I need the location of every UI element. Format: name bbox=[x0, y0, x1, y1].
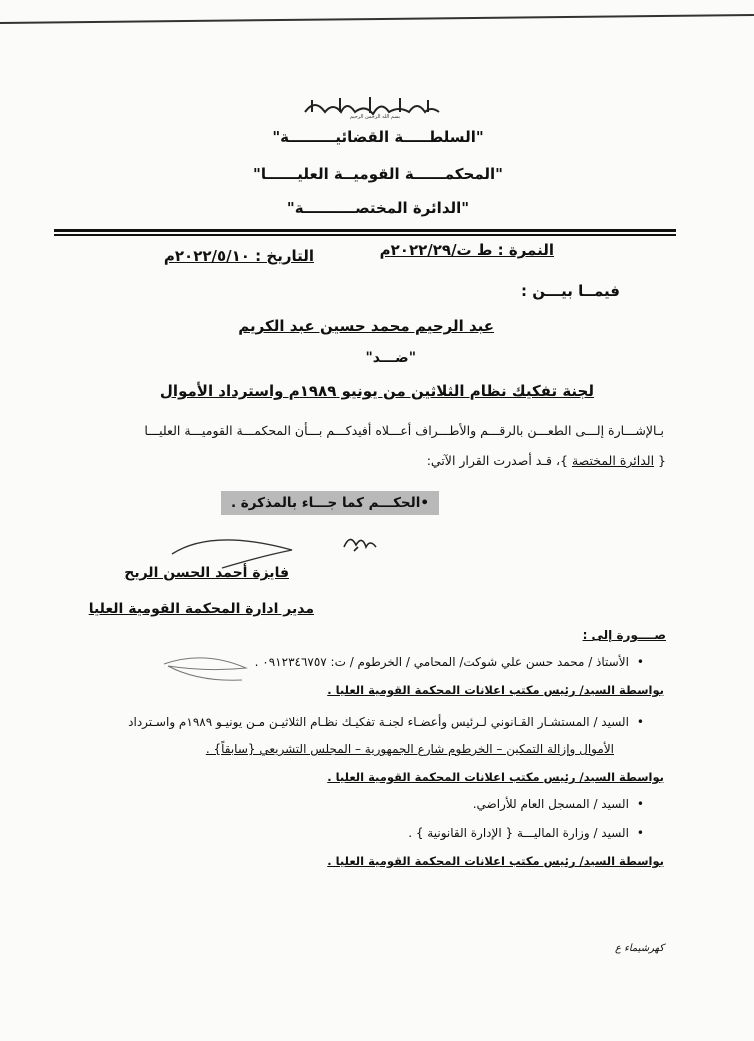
copies-heading: صــــورة إلى : bbox=[582, 628, 666, 642]
party-2: لجنة تفكيك نظام الثلاثين من يونيو ١٩٨٩م واسترداد الأموال bbox=[159, 382, 594, 400]
between-label: فيمــا بيـــن : bbox=[521, 282, 620, 300]
copy-item-1: • الأستاذ / محمد حسن علي شوكت/ المحامي / الخرطوم / ت: ٠٩١٢٣٤٦٧٥٧ . bbox=[255, 655, 644, 669]
via-line-2: بواسطة السيد/ رئيس مكتب اعلانات المحكمة القومية العليا . bbox=[327, 770, 664, 784]
signatory-title: مدير ادارة المحكمة القومية العليا bbox=[88, 601, 314, 617]
document-number: النمرة : ط ت/٢٠٢٢/٢٩م bbox=[379, 241, 554, 259]
copy-item-4: • السيد / وزارة الماليـــة { الإدارة القانونية } . bbox=[408, 826, 644, 840]
via-line-1: بواسطة السيد/ رئيس مكتب اعلانات المحكمة القومية العليا . bbox=[327, 683, 664, 697]
signatory-name: فايزة أحمد الحسن الريح bbox=[124, 565, 289, 581]
top-border-line bbox=[0, 14, 754, 24]
copy-item-3: • السيد / المسجل العام للأراضي. bbox=[473, 797, 644, 811]
circuit-name: الدائرة المختصة bbox=[571, 453, 655, 468]
via-line-3: بواسطة السيد/ رئيس مكتب اعلانات المحكمة القومية العليا . bbox=[327, 854, 664, 868]
signature-initials bbox=[340, 527, 380, 555]
paragraph-tail: }، قـد أصدرت القرار الآتي: bbox=[426, 453, 568, 468]
party-1: عبد الرحيم محمد حسين عبد الكريم bbox=[238, 317, 494, 335]
stamp-scribble bbox=[160, 650, 250, 690]
separator-line-bottom bbox=[54, 234, 676, 236]
header-line-3: "الدائرة المختصــــــــــة" bbox=[286, 199, 470, 217]
against-label: "ضـــد" bbox=[365, 350, 416, 366]
svg-text:بسم الله الرحمن الرحيم: بسم الله الرحمن الرحيم bbox=[349, 114, 401, 120]
separator-line-top bbox=[54, 229, 676, 232]
copy-item-2-continued: الأموال وإزالة التمكين – الخرطوم شارع الجمهورية – المجلس التشريعي {سابقاً} . bbox=[205, 742, 614, 756]
copy-item-2: • السيد / المستشـار القـانوني لـرئيس وأعضـاء لجنـة تفكيـك نظـام الثلاثيـن مـن يونيـو ١٩٨٩م واسـترداد bbox=[128, 715, 644, 729]
brace-open: { bbox=[658, 453, 666, 468]
decision-box: •الحكـــم كما جـــاء بالمذكرة . bbox=[221, 491, 439, 515]
typist-initials: كهرشيماء ع bbox=[615, 943, 664, 954]
paragraph-line-1: بـالإشـــارة إلـــى الطعـــن بالرقـــم والأطـــراف أعـــلاه أفيدكـــم بـــأن المحكمـــة القوميـــة العليـــا bbox=[144, 423, 664, 438]
basmala-calligraphy bbox=[300, 92, 450, 120]
header-line-1: "السلطـــــة القضائيـــــــــة" bbox=[272, 128, 484, 146]
paragraph-line-2 bbox=[427, 453, 666, 468]
document-date: التاريخ : ٢٠٢٢/٥/١٠م bbox=[163, 247, 314, 265]
header-line-2: "المحكمــــــة القوميــة العليــــــا" bbox=[253, 165, 503, 183]
